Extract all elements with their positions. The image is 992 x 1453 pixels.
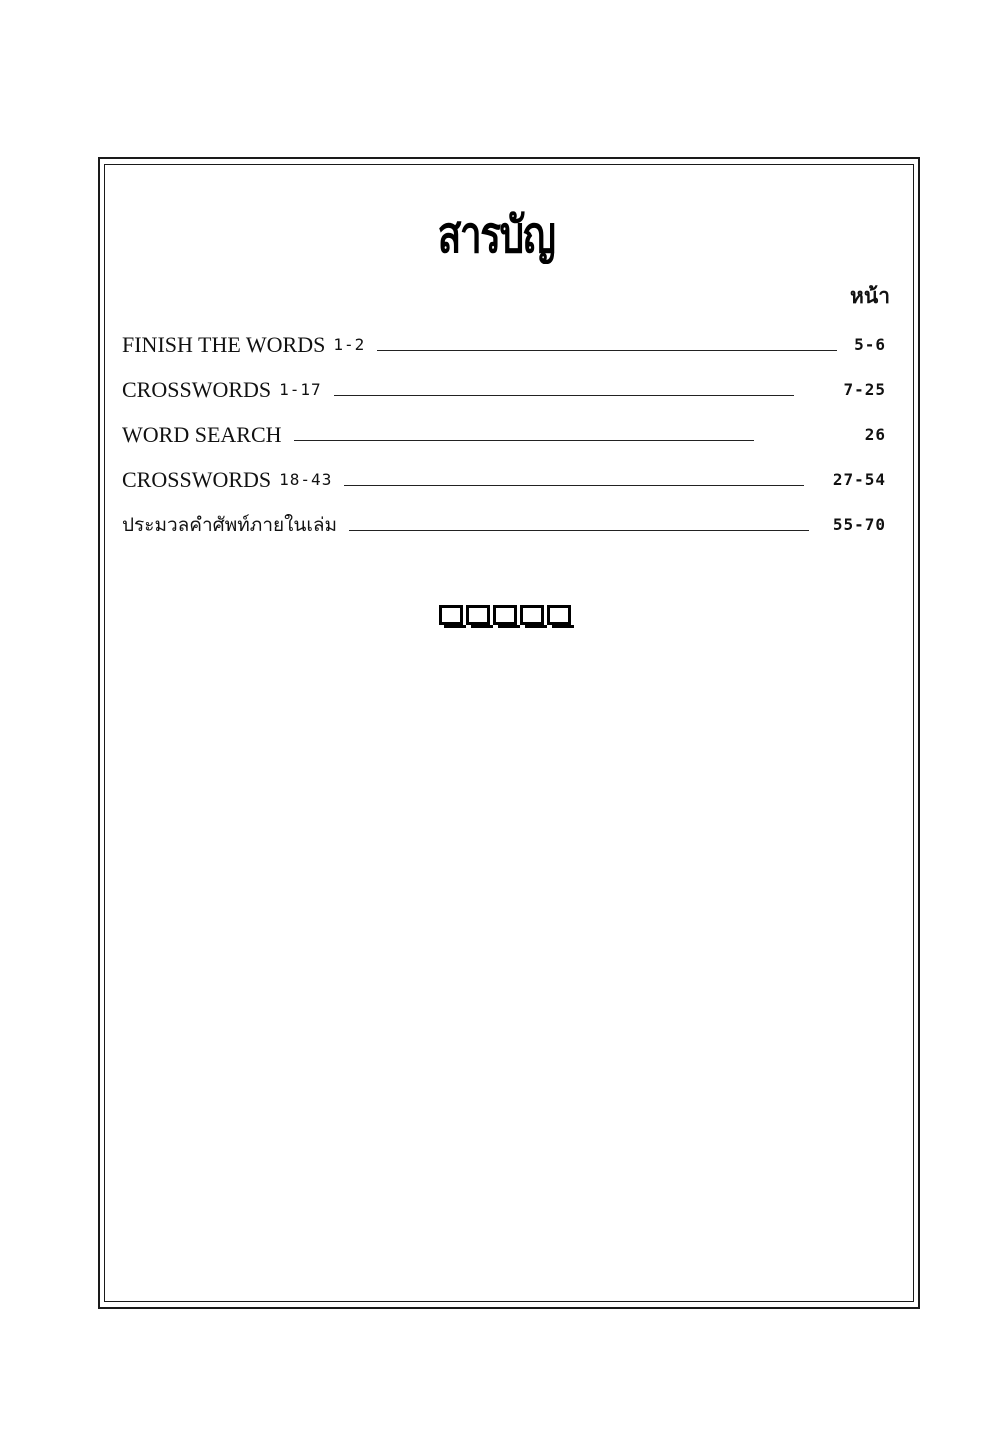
toc-entry-pages: 7-25 — [843, 380, 886, 399]
ornament-box-icon — [547, 605, 571, 625]
toc-entry-label: CROSSWORDS — [122, 376, 272, 402]
ornament-box-icon — [439, 605, 463, 625]
toc-entry-label: FINISH THE WORDS — [122, 331, 326, 357]
toc-entry-range: 1-17 — [279, 380, 322, 399]
toc-entry-word-search[interactable] — [122, 412, 888, 457]
five-boxes-ornament-icon — [439, 605, 571, 625]
toc-entry-pages: 5-6 — [854, 335, 886, 354]
toc-entry-range: 1-2 — [333, 335, 366, 354]
page-column-heading: หน้า — [850, 284, 890, 308]
toc-leader-line — [344, 485, 804, 486]
toc-entry-label: ประมวลคำศัพท์ภายในเล่ม — [122, 513, 338, 536]
toc-entry-range: 18-43 — [279, 470, 333, 489]
page-title: สารบัญ — [437, 206, 555, 264]
table-of-contents — [122, 322, 888, 547]
toc-entry-crosswords-1[interactable] — [122, 367, 888, 412]
toc-entry-pages: 55-70 — [832, 515, 886, 534]
ornament-box-icon — [466, 605, 490, 625]
toc-entry-pages: 27-54 — [832, 470, 886, 489]
toc-leader-line — [294, 440, 754, 441]
toc-entry-finish-the-words[interactable] — [122, 322, 888, 367]
toc-entry-label: WORD SEARCH — [122, 421, 282, 447]
toc-leader-line — [377, 350, 837, 351]
toc-entry-glossary[interactable] — [122, 502, 888, 547]
toc-leader-line — [349, 530, 809, 531]
toc-entry-crosswords-2[interactable] — [122, 457, 888, 502]
toc-entry-pages: 26 — [864, 425, 886, 444]
toc-entry-label: CROSSWORDS — [122, 466, 272, 492]
ornament-box-icon — [493, 605, 517, 625]
toc-leader-line — [334, 395, 794, 396]
ornament-box-icon — [520, 605, 544, 625]
